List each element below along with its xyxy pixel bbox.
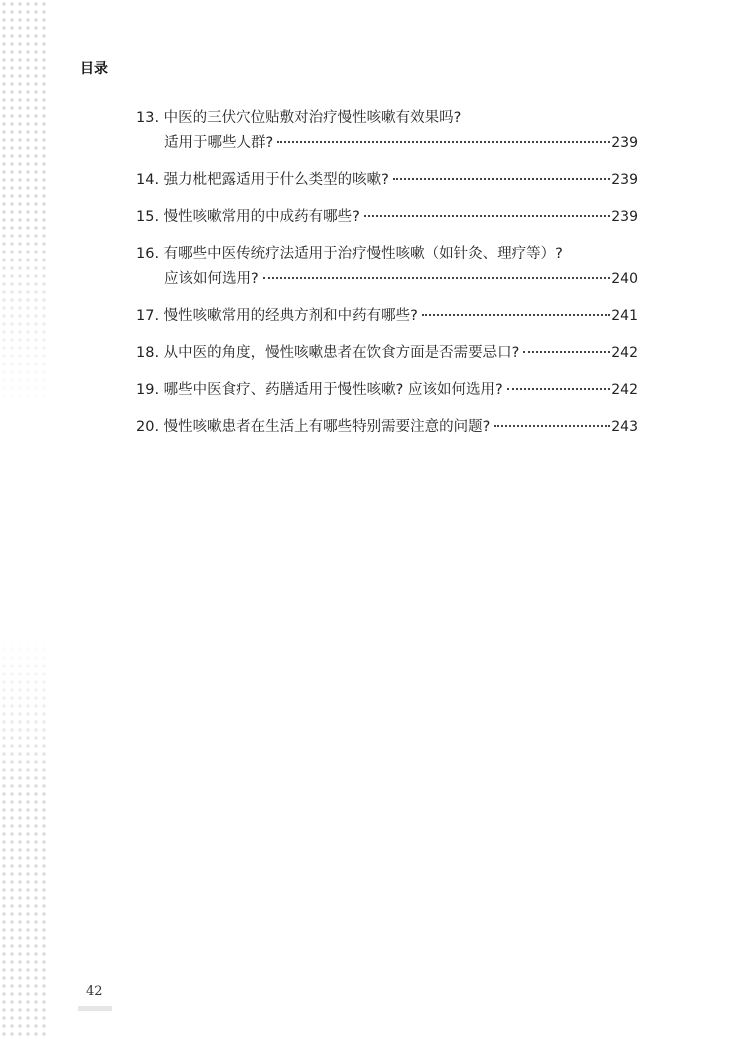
dot-leader	[507, 388, 611, 390]
toc-entry-title: 14. 强力枇杷露适用于什么类型的咳嗽?	[136, 172, 389, 188]
toc-entry-title: 20. 慢性咳嗽患者在生活上有哪些特别需要注意的问题?	[136, 419, 491, 435]
dot-leader	[364, 215, 610, 217]
toc-page-number: 239	[611, 209, 638, 225]
dot-leader	[422, 314, 610, 316]
toc-entry-17[interactable]	[136, 304, 638, 329]
toc-entry-title: 18. 从中医的角度，慢性咳嗽患者在饮食方面是否需要忌口?	[136, 345, 520, 361]
dot-leader	[393, 178, 610, 180]
toc-page-number: 240	[611, 271, 638, 287]
toc-page-number: 239	[611, 172, 638, 188]
toc-page-number: 242	[611, 382, 638, 398]
decorative-dot-pattern-bottom	[0, 630, 46, 1040]
toc-entry-19[interactable]	[136, 378, 638, 403]
toc-entry-title: 19. 哪些中医食疗、药膳适用于慢性咳嗽? 应该如何选用?	[136, 382, 503, 398]
page-number: 42	[86, 984, 103, 999]
toc-entry-18[interactable]	[136, 341, 638, 366]
toc-entry-title: 15. 慢性咳嗽常用的中成药有哪些?	[136, 209, 360, 225]
toc-page-number: 243	[611, 419, 638, 435]
toc-entry-13[interactable]	[136, 106, 638, 156]
dot-leader	[494, 425, 610, 427]
toc-entry-title: 17. 慢性咳嗽常用的经典方剂和中药有哪些?	[136, 308, 418, 324]
toc-entry-15[interactable]	[136, 205, 638, 230]
toc-page-number: 239	[611, 135, 638, 151]
decorative-dot-pattern-top	[0, 0, 46, 410]
toc-entry-14[interactable]	[136, 168, 638, 193]
dot-leader	[263, 277, 611, 279]
table-of-contents	[136, 106, 638, 440]
toc-entry-title-line: 16. 有哪些中医传统疗法适用于治疗慢性咳嗽（如针灸、理疗等）?	[136, 246, 563, 262]
dot-leader	[277, 141, 610, 143]
toc-entry-16[interactable]	[136, 242, 638, 292]
page-number-underline	[78, 1006, 112, 1011]
toc-entry-20[interactable]	[136, 415, 638, 440]
toc-entry-title-continuation: 适用于哪些人群?	[164, 135, 274, 151]
dot-leader	[523, 351, 610, 353]
toc-page-number: 242	[611, 345, 638, 361]
toc-entry-title-line: 13. 中医的三伏穴位贴敷对治疗慢性咳嗽有效果吗?	[136, 110, 462, 126]
toc-entry-title-continuation: 应该如何选用?	[164, 271, 259, 287]
running-header-title: 目录	[80, 61, 108, 77]
toc-page-number: 241	[611, 308, 638, 324]
